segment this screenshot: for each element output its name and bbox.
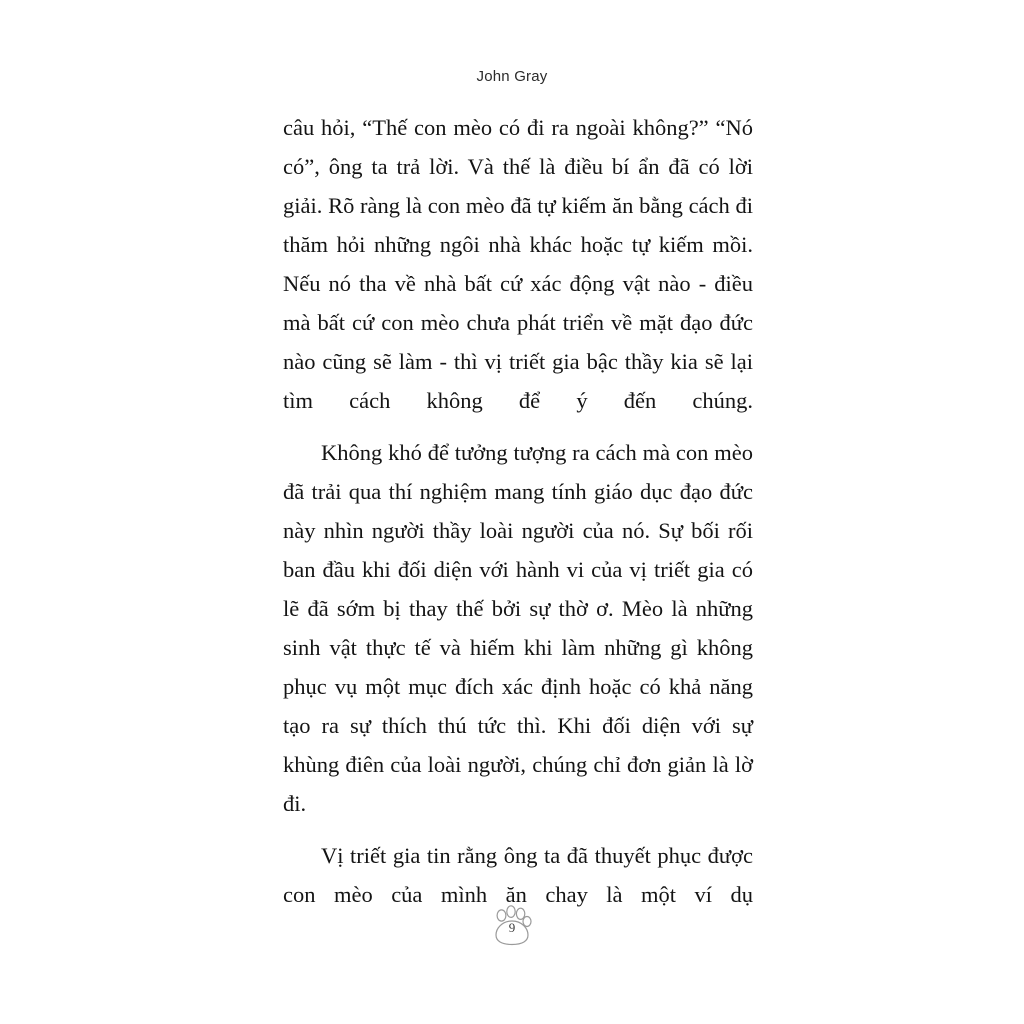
page-number: 9	[508, 920, 516, 935]
paw-print-icon	[485, 898, 539, 952]
paragraph-3: Vị triết gia tin rằng ông ta đã thuyết phục được con mèo của mình ăn chay là một ví dụ	[283, 843, 753, 907]
paragraph-1: câu hỏi, “Thế con mèo có đi ra ngoài không?” “Nó có”, ông ta trả lời. Và thế là điều bí ẩn đã có lời giải. Rõ ràng là con mèo đã tự kiếm ăn bằng cách đi thăm hỏi những ngôi nhà khác hoặc tự kiếm mồi. Nếu nó tha về nhà bất cứ xác động vật nào - điều mà bất cứ con mèo chưa phát triển về mặt đạo đức nào cũng sẽ làm - thì vị triết gia bậc thầy kia sẽ lại tìm cách không để ý đến chúng.	[283, 115, 753, 413]
page-footer	[0, 898, 1024, 952]
paragraph-2: Không khó để tưởng tượng ra cách mà con mèo đã trải qua thí nghiệm mang tính giáo dục đạo đức này nhìn người thầy loài người của nó. Sự bối rối ban đầu khi đối diện với hành vi của vị triết gia có lẽ đã sớm bị thay thế bởi sự thờ ơ. Mèo là những sinh vật thực tế và hiếm khi làm những gì không phục vụ một mục đích xác định hoặc có khả năng tạo ra sự thích thú tức thì. Khi đối diện với sự khùng điên của loài người, chúng chỉ đơn giản là lờ đi.	[283, 440, 753, 816]
running-head-author: John Gray	[476, 68, 548, 85]
body-text-column	[283, 108, 753, 914]
